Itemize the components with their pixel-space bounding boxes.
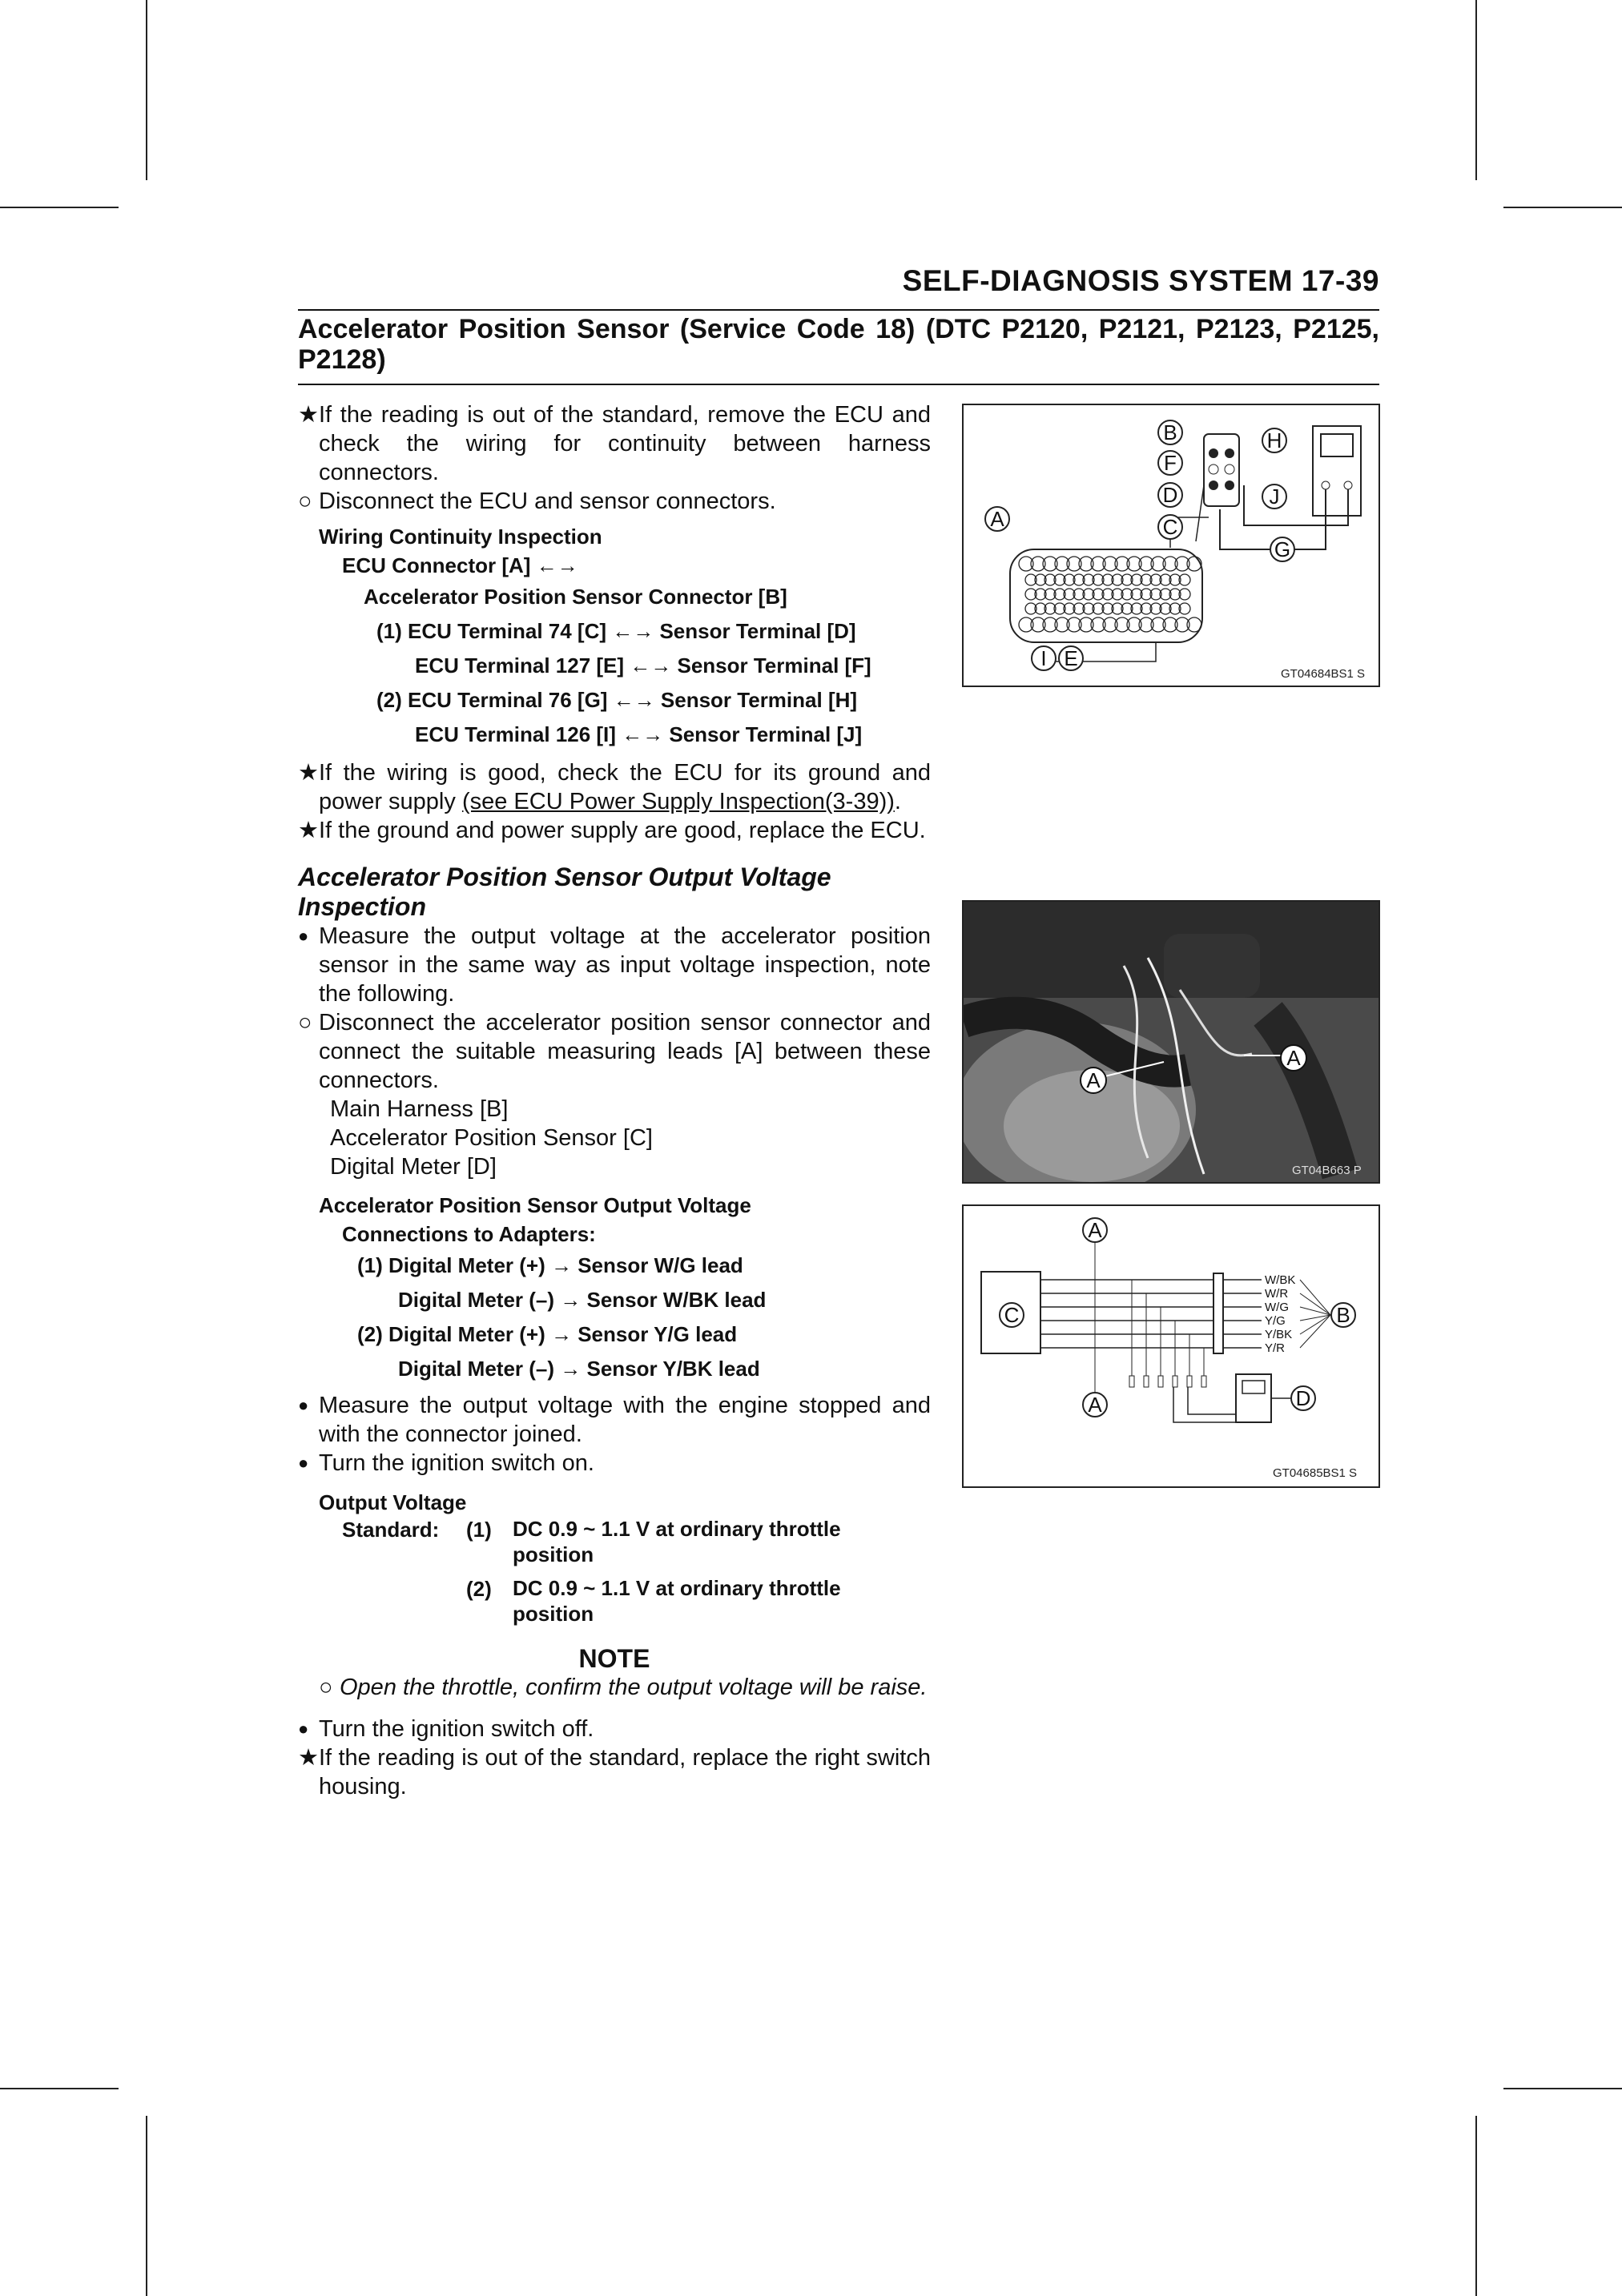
connection-title: Accelerator Position Sensor Output Voltage [319, 1193, 751, 1217]
wire-label: W/R [1265, 1287, 1289, 1301]
svg-text:D: D [1162, 483, 1178, 507]
output-voltage-spec [298, 1489, 931, 1627]
leader-line [1196, 485, 1204, 541]
sensor-pin [1225, 481, 1234, 490]
callout-A [1083, 1218, 1107, 1242]
wire-leader [1300, 1307, 1330, 1315]
svg-text:D: D [1295, 1386, 1311, 1410]
adapter-pin [1144, 1376, 1149, 1387]
callout-E [1059, 646, 1083, 670]
callout-A [1083, 1393, 1107, 1417]
svg-text:H: H [1266, 428, 1282, 452]
meter-display [1321, 434, 1353, 456]
meter-lead [1244, 485, 1348, 525]
callout-A [1081, 1068, 1106, 1093]
svg-text:A: A [1286, 1046, 1301, 1070]
callout-H [1262, 428, 1286, 452]
callout-J [1262, 485, 1286, 509]
adapter-pin [1173, 1376, 1177, 1387]
callout-A [985, 507, 1009, 531]
standard-value: DC 0.9 ~ 1.1 V at ordinary throttle position [513, 1576, 841, 1626]
svg-text:F: F [1164, 451, 1177, 475]
adapter-wiring-diagram [964, 1206, 1378, 1486]
wiring-line: (1) ECU Terminal 74 [C] ←→ Sensor Terminal [D] [376, 619, 856, 643]
adapter-pin [1201, 1376, 1206, 1387]
wiring-line: (2) ECU Terminal 76 [G] ←→ Sensor Terminal [H] [376, 688, 858, 712]
callout-I [1032, 646, 1056, 670]
meter-terminal [1344, 481, 1352, 489]
star-item: ★ If the ground and power supply are good, replace the ECU. [298, 818, 926, 843]
callout-B [1331, 1303, 1355, 1327]
meter-lead [1188, 1387, 1236, 1414]
bullet-item: ● Measure the output voltage with the engine stopped and with the connector joined. [298, 1393, 931, 1447]
crop-mark [1503, 2088, 1622, 2089]
connection-line: Digital Meter (–) → Sensor W/BK lead [398, 1288, 767, 1312]
connection-line: Digital Meter (–) → Sensor Y/BK lead [398, 1357, 760, 1381]
crop-mark [1503, 207, 1622, 208]
sensor-pin [1209, 464, 1218, 474]
crop-mark [0, 207, 119, 208]
engine-photo-figure [962, 900, 1380, 1184]
wiring-title: Wiring Continuity Inspection [319, 525, 602, 549]
callout-C [1000, 1303, 1024, 1327]
adapter-pin [1187, 1376, 1192, 1387]
wire-leader [1300, 1293, 1330, 1315]
ecu-connector-body [1010, 549, 1202, 642]
standard-spacer [342, 1575, 466, 1627]
section-rule [298, 384, 1379, 385]
standard-number: (1) [466, 1518, 492, 1542]
crop-mark [146, 0, 147, 180]
connector-joint [1213, 1273, 1223, 1353]
cross-reference-link[interactable]: (see ECU Power Supply Inspection(3-39)) [461, 789, 895, 814]
svg-text:G: G [1274, 537, 1291, 561]
note-title: NOTE [578, 1644, 650, 1673]
connection-line: (1) Digital Meter (+) → Sensor W/G lead [357, 1253, 743, 1277]
section-title: Accelerator Position Sensor (Service Code 18) (DTC P2120, P2121, P2123, P2125, P2128) [298, 314, 1379, 375]
page-header: SELF-DIAGNOSIS SYSTEM 17-39 [902, 264, 1379, 297]
connection-line: (2) Digital Meter (+) → Sensor Y/G lead [357, 1322, 738, 1346]
wiring-spec [298, 522, 931, 752]
svg-text:B: B [1336, 1303, 1350, 1327]
svg-text:I: I [1040, 646, 1047, 670]
meter-terminal [1322, 481, 1330, 489]
meter-display [1242, 1381, 1265, 1393]
adapter-pins [1129, 1280, 1206, 1387]
meter-lead [1173, 1387, 1236, 1422]
callout-D [1291, 1386, 1315, 1410]
star-item: ★ If the reading is out of the standard, remove the ECU and check the wiring for continuity between harness connectors. [298, 402, 931, 485]
sensor-pin [1209, 481, 1218, 490]
circle-item: ○ Disconnect the accelerator position sensor connector and connect the suitable measuring leads [A] between these connectors. [298, 1010, 931, 1093]
callout-F [1158, 451, 1182, 475]
wiring-sensor: Accelerator Position Sensor Connector [B] [364, 585, 787, 609]
svg-text:E: E [1064, 646, 1078, 670]
callout-B [1158, 420, 1182, 444]
legend-item: Digital Meter [D] [330, 1154, 497, 1180]
callout-A [1281, 1045, 1306, 1071]
sensor-pin [1225, 464, 1234, 474]
wiring-line: ECU Terminal 126 [I] ←→ Sensor Terminal [J] [415, 722, 863, 746]
wire-label: W/G [1265, 1301, 1289, 1314]
standard-row [298, 1516, 931, 1567]
crop-mark [1475, 2116, 1477, 2296]
svg-text:J: J [1269, 485, 1280, 509]
crop-mark [0, 2088, 119, 2089]
meter-body [1236, 1374, 1271, 1422]
figure-code: GT04685BS1 S [1273, 1466, 1358, 1480]
figure-code: GT04B663 P [1292, 1164, 1362, 1177]
svg-text:C: C [1004, 1303, 1020, 1327]
connection-spec [298, 1191, 931, 1386]
standard-number: (2) [466, 1577, 492, 1601]
wire-label: W/BK [1265, 1273, 1296, 1287]
circle-item: ○ Disconnect the ECU and sensor connectors. [298, 489, 776, 514]
ecu-connector-figure [962, 404, 1380, 687]
ecu-pins [1019, 557, 1201, 632]
wiring-line: ECU Terminal 127 [E] ←→ Sensor Terminal [F] [415, 653, 871, 678]
callout-D [1158, 483, 1182, 507]
standard-label: Standard: [342, 1518, 440, 1542]
figure-code: GT04684BS1 S [1281, 667, 1366, 681]
adapter-pin [1158, 1376, 1163, 1387]
sensor-pin [1225, 448, 1234, 458]
subsection-title: Accelerator Position Sensor Output Voltage Inspection [298, 863, 831, 921]
wire-label: Y/R [1265, 1341, 1286, 1355]
sensor-pin [1209, 448, 1218, 458]
sensor-connector [1204, 434, 1239, 506]
legend-item: Main Harness [B] [330, 1096, 509, 1122]
bullet-item: ● Turn the ignition switch on. [298, 1450, 594, 1476]
wire-label: Y/G [1265, 1314, 1286, 1328]
svg-text:B: B [1163, 420, 1177, 444]
star-item: ★ If the wiring is good, check the ECU for its ground and power supply (see ECU Power Supply Inspection(3-39)). [298, 760, 931, 814]
bullet-item: ● Measure the output voltage at the accelerator position sensor in the same way as input voltage inspection, note the following. [298, 923, 931, 1007]
svg-text:A: A [1088, 1218, 1102, 1242]
bullet-item: ● Turn the ignition switch off. [298, 1716, 594, 1742]
adapter-pin [1129, 1376, 1134, 1387]
adapter-wiring-figure [962, 1204, 1380, 1488]
text-column [298, 400, 931, 1801]
callout-C [1158, 515, 1182, 539]
standard-value: DC 0.9 ~ 1.1 V at ordinary throttle position [513, 1517, 841, 1566]
legend-item: Accelerator Position Sensor [C] [330, 1125, 653, 1151]
wire-leader [1300, 1280, 1330, 1315]
star-item: ★ If the reading is out of the standard, replace the right switch housing. [298, 1745, 931, 1799]
note-text: ○ Open the throttle, confirm the output voltage will be raise. [319, 1675, 928, 1700]
crop-mark [1475, 0, 1477, 180]
connection-subtitle: Connections to Adapters: [342, 1222, 596, 1246]
ecu-connector-diagram [964, 405, 1378, 686]
output-voltage-title: Output Voltage [319, 1490, 467, 1514]
standard-row [298, 1575, 931, 1627]
wire-label: Y/BK [1265, 1328, 1293, 1341]
wire-bundle [1040, 1273, 1330, 1355]
svg-text:A: A [1088, 1393, 1102, 1417]
callout-G [1270, 537, 1294, 561]
engine-photo [964, 902, 1378, 1182]
svg-text:A: A [1086, 1068, 1101, 1092]
header-rule [298, 309, 1379, 311]
wiring-ecu: ECU Connector [A] ←→ [342, 553, 578, 577]
crop-mark [146, 2116, 147, 2296]
svg-text:C: C [1162, 515, 1178, 539]
svg-text:A: A [990, 507, 1004, 531]
